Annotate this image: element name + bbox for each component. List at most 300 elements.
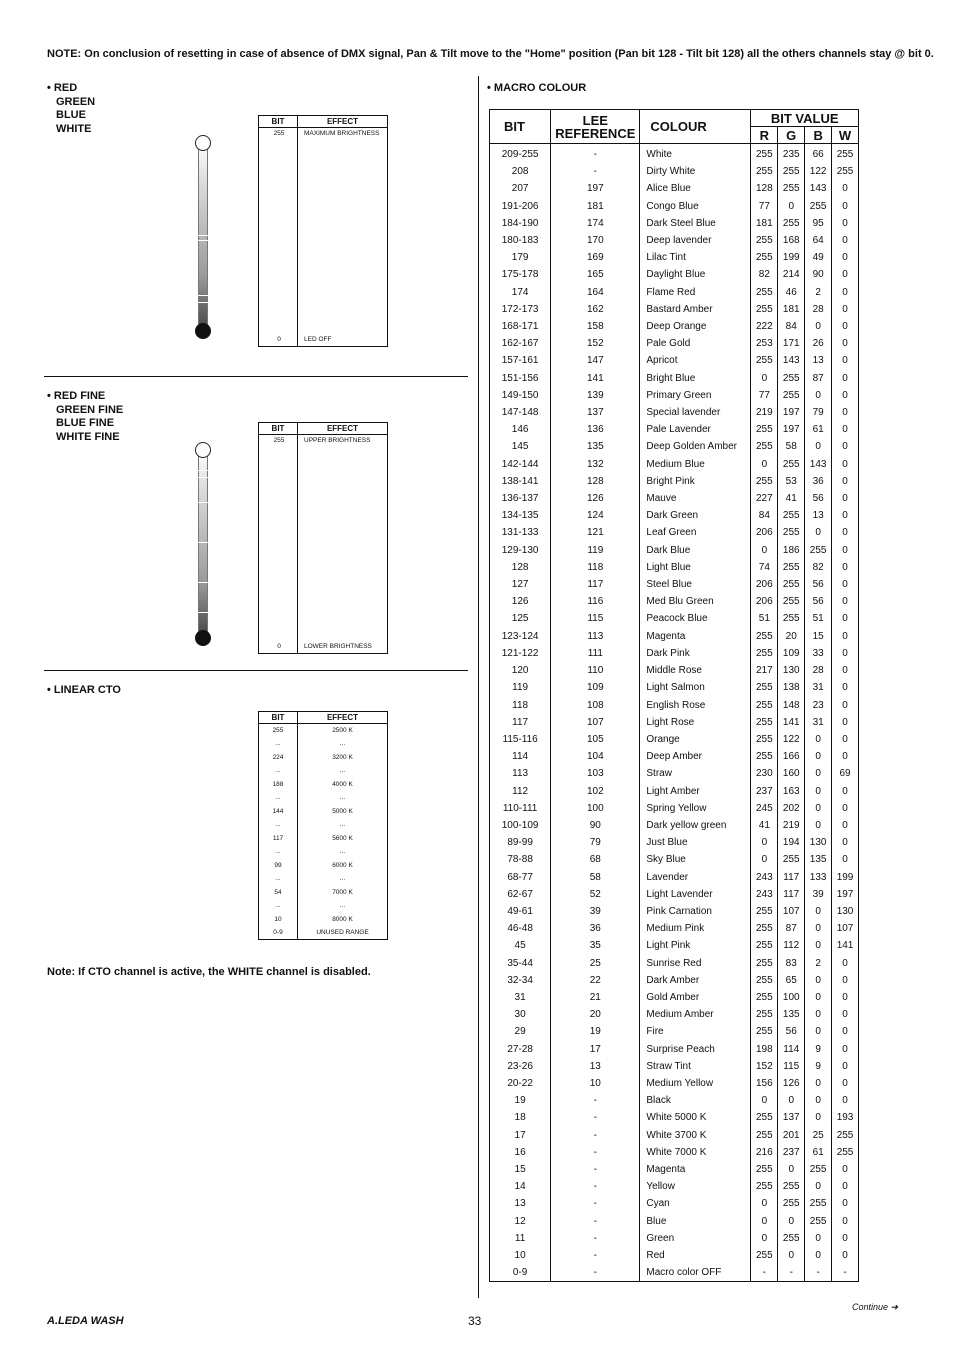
cto-effect-cell: ... [298,899,388,913]
table-row [490,937,859,954]
table-row [490,1075,859,1092]
lee-cell: 39 [551,903,640,920]
g-cell: 255 [778,1230,805,1247]
bit-cell: 32-34 [490,972,551,989]
rgbw-item-2: GREEN [56,95,96,108]
r-cell: 128 [751,180,778,197]
cto-effect-cell: 6000 K [298,859,388,873]
table-row [490,869,859,886]
r-cell: 0 [751,542,778,559]
table-row [490,886,859,903]
r-cell: 222 [751,318,778,335]
b-cell: 87 [805,370,832,387]
r-cell: 230 [751,765,778,782]
b-cell: 39 [805,886,832,903]
bit-cell: 31 [490,989,551,1006]
header-w: W [832,127,859,144]
cto-bit-cell: 99 [259,859,298,873]
rgbw-item-3: BLUE [56,109,86,121]
g-cell: 219 [778,817,805,834]
g-cell: 65 [778,972,805,989]
colour-cell: Deep Amber [640,748,751,765]
b-cell: 0 [805,920,832,937]
r-cell: 0 [751,1092,778,1109]
divider [44,376,468,377]
lee-cell: 152 [551,335,640,352]
table-row [490,284,859,301]
r-cell: 0 [751,834,778,851]
w-cell: 0 [832,1195,859,1212]
cto-bit-cell: 144 [259,805,298,819]
r-cell: 255 [751,284,778,301]
w-cell: 0 [832,989,859,1006]
g-cell: 141 [778,714,805,731]
bit-cell: 157-161 [490,352,551,369]
w-cell: 255 [832,1144,859,1161]
table-row [490,645,859,662]
table-row [490,232,859,249]
g-cell: 41 [778,490,805,507]
g-cell: 171 [778,335,805,352]
table-row [490,456,859,473]
w-cell: 0 [832,576,859,593]
bit-cell: 62-67 [490,886,551,903]
colour-cell: Black [640,1092,751,1109]
cto-row [259,899,388,913]
cto-row [259,751,388,765]
lee-cell: 169 [551,249,640,266]
r-cell: 245 [751,800,778,817]
w-cell: 0 [832,542,859,559]
b-cell: 95 [805,215,832,232]
lee-cell: 108 [551,697,640,714]
w-cell: 0 [832,1092,859,1109]
w-cell: 0 [832,817,859,834]
r-cell: 255 [751,748,778,765]
colour-cell: Sky Blue [640,851,751,868]
bit-cell: 125 [490,610,551,627]
r-cell: 255 [751,1109,778,1126]
bit-cell: 179 [490,249,551,266]
r-cell: 255 [751,163,778,180]
lee-cell: 141 [551,370,640,387]
page-number: 33 [468,1314,482,1328]
lee-cell: 100 [551,800,640,817]
colour-cell: Med Blu Green [640,593,751,610]
b-cell: - [805,1264,832,1282]
w-cell: 0 [832,714,859,731]
bit-cell: 145 [490,438,551,455]
lee-cell: 116 [551,593,640,610]
r-cell: 0 [751,1213,778,1230]
lee-cell: 110 [551,662,640,679]
g-cell: 100 [778,989,805,1006]
table-row [490,301,859,318]
colour-cell: Dark Green [640,507,751,524]
w-cell: 0 [832,593,859,610]
table-row [490,1264,859,1282]
b-cell: 56 [805,576,832,593]
lee-cell: - [551,1144,640,1161]
colour-cell: Dirty White [640,163,751,180]
b-cell: 255 [805,542,832,559]
table-row [490,144,859,164]
g-cell: 186 [778,542,805,559]
w-cell: 0 [832,180,859,197]
lee-cell: 21 [551,989,640,1006]
colour-cell: Macro color OFF [640,1264,751,1282]
table-row [490,593,859,610]
b-cell: 66 [805,144,832,164]
lee-cell: 170 [551,232,640,249]
header-b: B [805,127,832,144]
fine-item-4: WHITE FINE [56,430,120,443]
b-cell: 13 [805,352,832,369]
bit-cell: 129-130 [490,542,551,559]
table-row [490,920,859,937]
table-row [490,1127,859,1144]
b-cell: 15 [805,628,832,645]
rgbw-item-1: • RED [47,82,78,94]
bit-cell: 126 [490,593,551,610]
bit-cell: 16 [490,1144,551,1161]
colour-cell: Dark Blue [640,542,751,559]
table-row [490,404,859,421]
cto-bit-cell: ... [259,791,298,805]
r-cell: 243 [751,869,778,886]
b-cell: 33 [805,645,832,662]
g-cell: 115 [778,1058,805,1075]
colour-cell: White [640,144,751,164]
bit-cell: 168-171 [490,318,551,335]
cto-effect-cell: 7000 K [298,886,388,900]
w-cell: 69 [832,765,859,782]
table-row [490,438,859,455]
lee-cell: 58 [551,869,640,886]
r-cell: 255 [751,473,778,490]
colour-cell: Surprise Peach [640,1041,751,1058]
g-cell: 117 [778,886,805,903]
table-row [490,352,859,369]
colour-cell: Magenta [640,1161,751,1178]
colour-cell: White 3700 K [640,1127,751,1144]
lee-cell: 181 [551,198,640,215]
bit-cell: 118 [490,697,551,714]
colour-cell: Medium Yellow [640,1075,751,1092]
table-row [490,249,859,266]
colour-cell: White 7000 K [640,1144,751,1161]
b-cell: 56 [805,593,832,610]
bit-cell: 100-109 [490,817,551,834]
table-row [490,507,859,524]
g-cell: 0 [778,1092,805,1109]
b-cell: 49 [805,249,832,266]
r-cell: 255 [751,1247,778,1264]
cto-row [259,791,388,805]
bit-cell: 121-122 [490,645,551,662]
r-cell: 255 [751,972,778,989]
lee-cell: 135 [551,438,640,455]
b-cell: 135 [805,851,832,868]
b-cell: 255 [805,198,832,215]
w-cell: - [832,1264,859,1282]
cto-row [259,805,388,819]
b-cell: 82 [805,559,832,576]
bit-cell: 113 [490,765,551,782]
b-cell: 0 [805,731,832,748]
w-cell: 0 [832,1041,859,1058]
w-cell: 0 [832,628,859,645]
table-row [490,610,859,627]
g-cell: 214 [778,266,805,283]
r-cell: 255 [751,352,778,369]
colour-cell: Medium Pink [640,920,751,937]
b-cell: 0 [805,438,832,455]
b-cell: 2 [805,955,832,972]
bit-cell: 146 [490,421,551,438]
r-cell: 0 [751,851,778,868]
w-cell: 255 [832,163,859,180]
table-row [490,387,859,404]
b-cell: 0 [805,524,832,541]
w-cell: 0 [832,972,859,989]
table-row [490,576,859,593]
r-cell: 243 [751,886,778,903]
rgbw-item-4: WHITE [56,122,92,135]
g-cell: 130 [778,662,805,679]
cto-effect-cell: ... [298,737,388,751]
bit-cell: 208 [490,163,551,180]
r-cell: 255 [751,1006,778,1023]
lee-cell: 117 [551,576,640,593]
g-cell: 197 [778,421,805,438]
b-cell: 130 [805,834,832,851]
r-cell: 255 [751,920,778,937]
colour-cell: Special lavender [640,404,751,421]
bit-cell: 120 [490,662,551,679]
b-cell: 255 [805,1213,832,1230]
r-cell: 77 [751,387,778,404]
g-cell: 255 [778,215,805,232]
g-cell: 0 [778,198,805,215]
table-row [490,335,859,352]
g-cell: - [778,1264,805,1282]
g-cell: 126 [778,1075,805,1092]
colour-cell: Bastard Amber [640,301,751,318]
lee-cell: 126 [551,490,640,507]
cto-row [259,886,388,900]
g-cell: 87 [778,920,805,937]
r-cell: 198 [751,1041,778,1058]
r-cell: 51 [751,610,778,627]
b-cell: 13 [805,507,832,524]
bit-cell: 46-48 [490,920,551,937]
colour-cell: Mauve [640,490,751,507]
bit-cell: 12 [490,1213,551,1230]
w-cell: 0 [832,215,859,232]
table-row [490,559,859,576]
colour-cell: Apricot [640,352,751,369]
colour-cell: Lavender [640,869,751,886]
bit-cell: 78-88 [490,851,551,868]
b-cell: 0 [805,1006,832,1023]
w-cell: 0 [832,955,859,972]
g-cell: 197 [778,404,805,421]
b-cell: 0 [805,903,832,920]
table-row [490,473,859,490]
b-cell: 0 [805,387,832,404]
w-cell: 199 [832,869,859,886]
lee-cell: 136 [551,421,640,438]
g-cell: 255 [778,387,805,404]
table-row [490,1023,859,1040]
cto-row [259,778,388,792]
header-bit: BIT [490,110,551,144]
colour-cell: Sunrise Red [640,955,751,972]
colour-cell: Gold Amber [640,989,751,1006]
lee-cell: - [551,1161,640,1178]
cto-effect-cell: 4000 K [298,778,388,792]
g-cell: 255 [778,610,805,627]
table-row [490,783,859,800]
bit-cell: 162-167 [490,335,551,352]
fine-channel-list [47,390,123,444]
cto-title: • LINEAR CTO [47,684,121,696]
b-cell: 51 [805,610,832,627]
colour-cell: Yellow [640,1178,751,1195]
b-cell: 36 [805,473,832,490]
b-cell: 79 [805,404,832,421]
colour-cell: Middle Rose [640,662,751,679]
bit-cell: 142-144 [490,456,551,473]
bit-cell: 68-77 [490,869,551,886]
table-row [490,163,859,180]
cto-effect-cell: ... [298,764,388,778]
cto-effect-cell: UNUSED RANGE [298,926,388,940]
b-cell: 0 [805,318,832,335]
b-cell: 0 [805,800,832,817]
bit-cell: 136-137 [490,490,551,507]
bit-cell: 134-135 [490,507,551,524]
table-row [490,1247,859,1264]
colour-cell: Alice Blue [640,180,751,197]
bit-cell: 123-124 [490,628,551,645]
r-cell: 255 [751,679,778,696]
w-cell: 0 [832,232,859,249]
lee-cell: - [551,1247,640,1264]
bit-cell: 175-178 [490,266,551,283]
lee-cell: 118 [551,559,640,576]
b-cell: 56 [805,490,832,507]
cto-bit-cell: ... [259,872,298,886]
w-cell: 0 [832,1161,859,1178]
header-bit-value: BIT VALUE [751,110,859,127]
lee-cell: 35 [551,937,640,954]
table-row [490,318,859,335]
colour-cell: Magenta [640,628,751,645]
bit-cell: 45 [490,937,551,954]
cto-row [259,832,388,846]
g-cell: 117 [778,869,805,886]
table-row [490,903,859,920]
rgbw-channel-list [47,82,95,136]
cto-row [259,724,388,738]
w-cell: 0 [832,559,859,576]
lee-cell: 165 [551,266,640,283]
r-cell: 74 [751,559,778,576]
g-cell: 109 [778,645,805,662]
top-note: NOTE: On conclusion of resetting in case of absence of DMX signal, Pan & Tilt move to the "Home" position (Pan bit 128 - Tilt bit 128) all the others channels stay @ bit 0. [47,48,934,60]
w-cell: 0 [832,404,859,421]
lee-cell: 121 [551,524,640,541]
r-cell: 255 [751,731,778,748]
cto-row [259,872,388,886]
r-cell: 255 [751,714,778,731]
table-row [490,370,859,387]
table-row [490,1058,859,1075]
cto-effect-table: BIT EFFECT 255 2500 K ... ... 224 3200 K ... ... 188 4000 K ... ... 144 5000 K ... ... 117 5600 K ... ... 99 6000 K ... ... 54 7000 K ... ... 10 8000 K 0-9 UNUSED RANGE [258,711,388,940]
b-cell: 122 [805,163,832,180]
cto-bit-cell: 224 [259,751,298,765]
cto-effect-cell: 2500 K [298,724,388,738]
macro-title: • MACRO COLOUR [487,82,587,94]
cto-effect-cell: ... [298,818,388,832]
r-cell: 255 [751,1178,778,1195]
lee-cell: 147 [551,352,640,369]
b-cell: 255 [805,1161,832,1178]
r-cell: 84 [751,507,778,524]
fine-effect-table: BIT EFFECT 255 0 UPPER BRIGHTNESS LOWER BRIGHTNESS [258,422,388,654]
w-cell: 0 [832,731,859,748]
cto-bit-cell: ... [259,764,298,778]
w-cell: 0 [832,352,859,369]
colour-cell: Cyan [640,1195,751,1212]
g-cell: 107 [778,903,805,920]
b-cell: 0 [805,1247,832,1264]
b-cell: 28 [805,662,832,679]
g-cell: 255 [778,851,805,868]
lee-cell: 10 [551,1075,640,1092]
w-cell: 0 [832,1075,859,1092]
colour-cell: Deep Orange [640,318,751,335]
bit-cell: 18 [490,1109,551,1126]
macro-colour-table [489,109,859,1282]
bit-cell: 149-150 [490,387,551,404]
w-cell: 0 [832,783,859,800]
cto-effect-cell: 8000 K [298,913,388,927]
table-row [490,765,859,782]
cto-effect-cell: ... [298,791,388,805]
bit-cell: 17 [490,1127,551,1144]
cto-bit-cell: 188 [259,778,298,792]
b-cell: 9 [805,1041,832,1058]
lee-cell: - [551,1127,640,1144]
bit-cell: 207 [490,180,551,197]
b-cell: 255 [805,1195,832,1212]
colour-cell: Orange [640,731,751,748]
colour-cell: Spring Yellow [640,800,751,817]
bit-cell: 209-255 [490,144,551,164]
colour-cell: Light Amber [640,783,751,800]
column-divider [478,76,479,1298]
table-row [490,524,859,541]
w-cell: 0 [832,490,859,507]
cto-effect-cell: 5600 K [298,832,388,846]
lee-cell: 111 [551,645,640,662]
table-row [490,851,859,868]
bit-cell: 174 [490,284,551,301]
r-cell: 41 [751,817,778,834]
